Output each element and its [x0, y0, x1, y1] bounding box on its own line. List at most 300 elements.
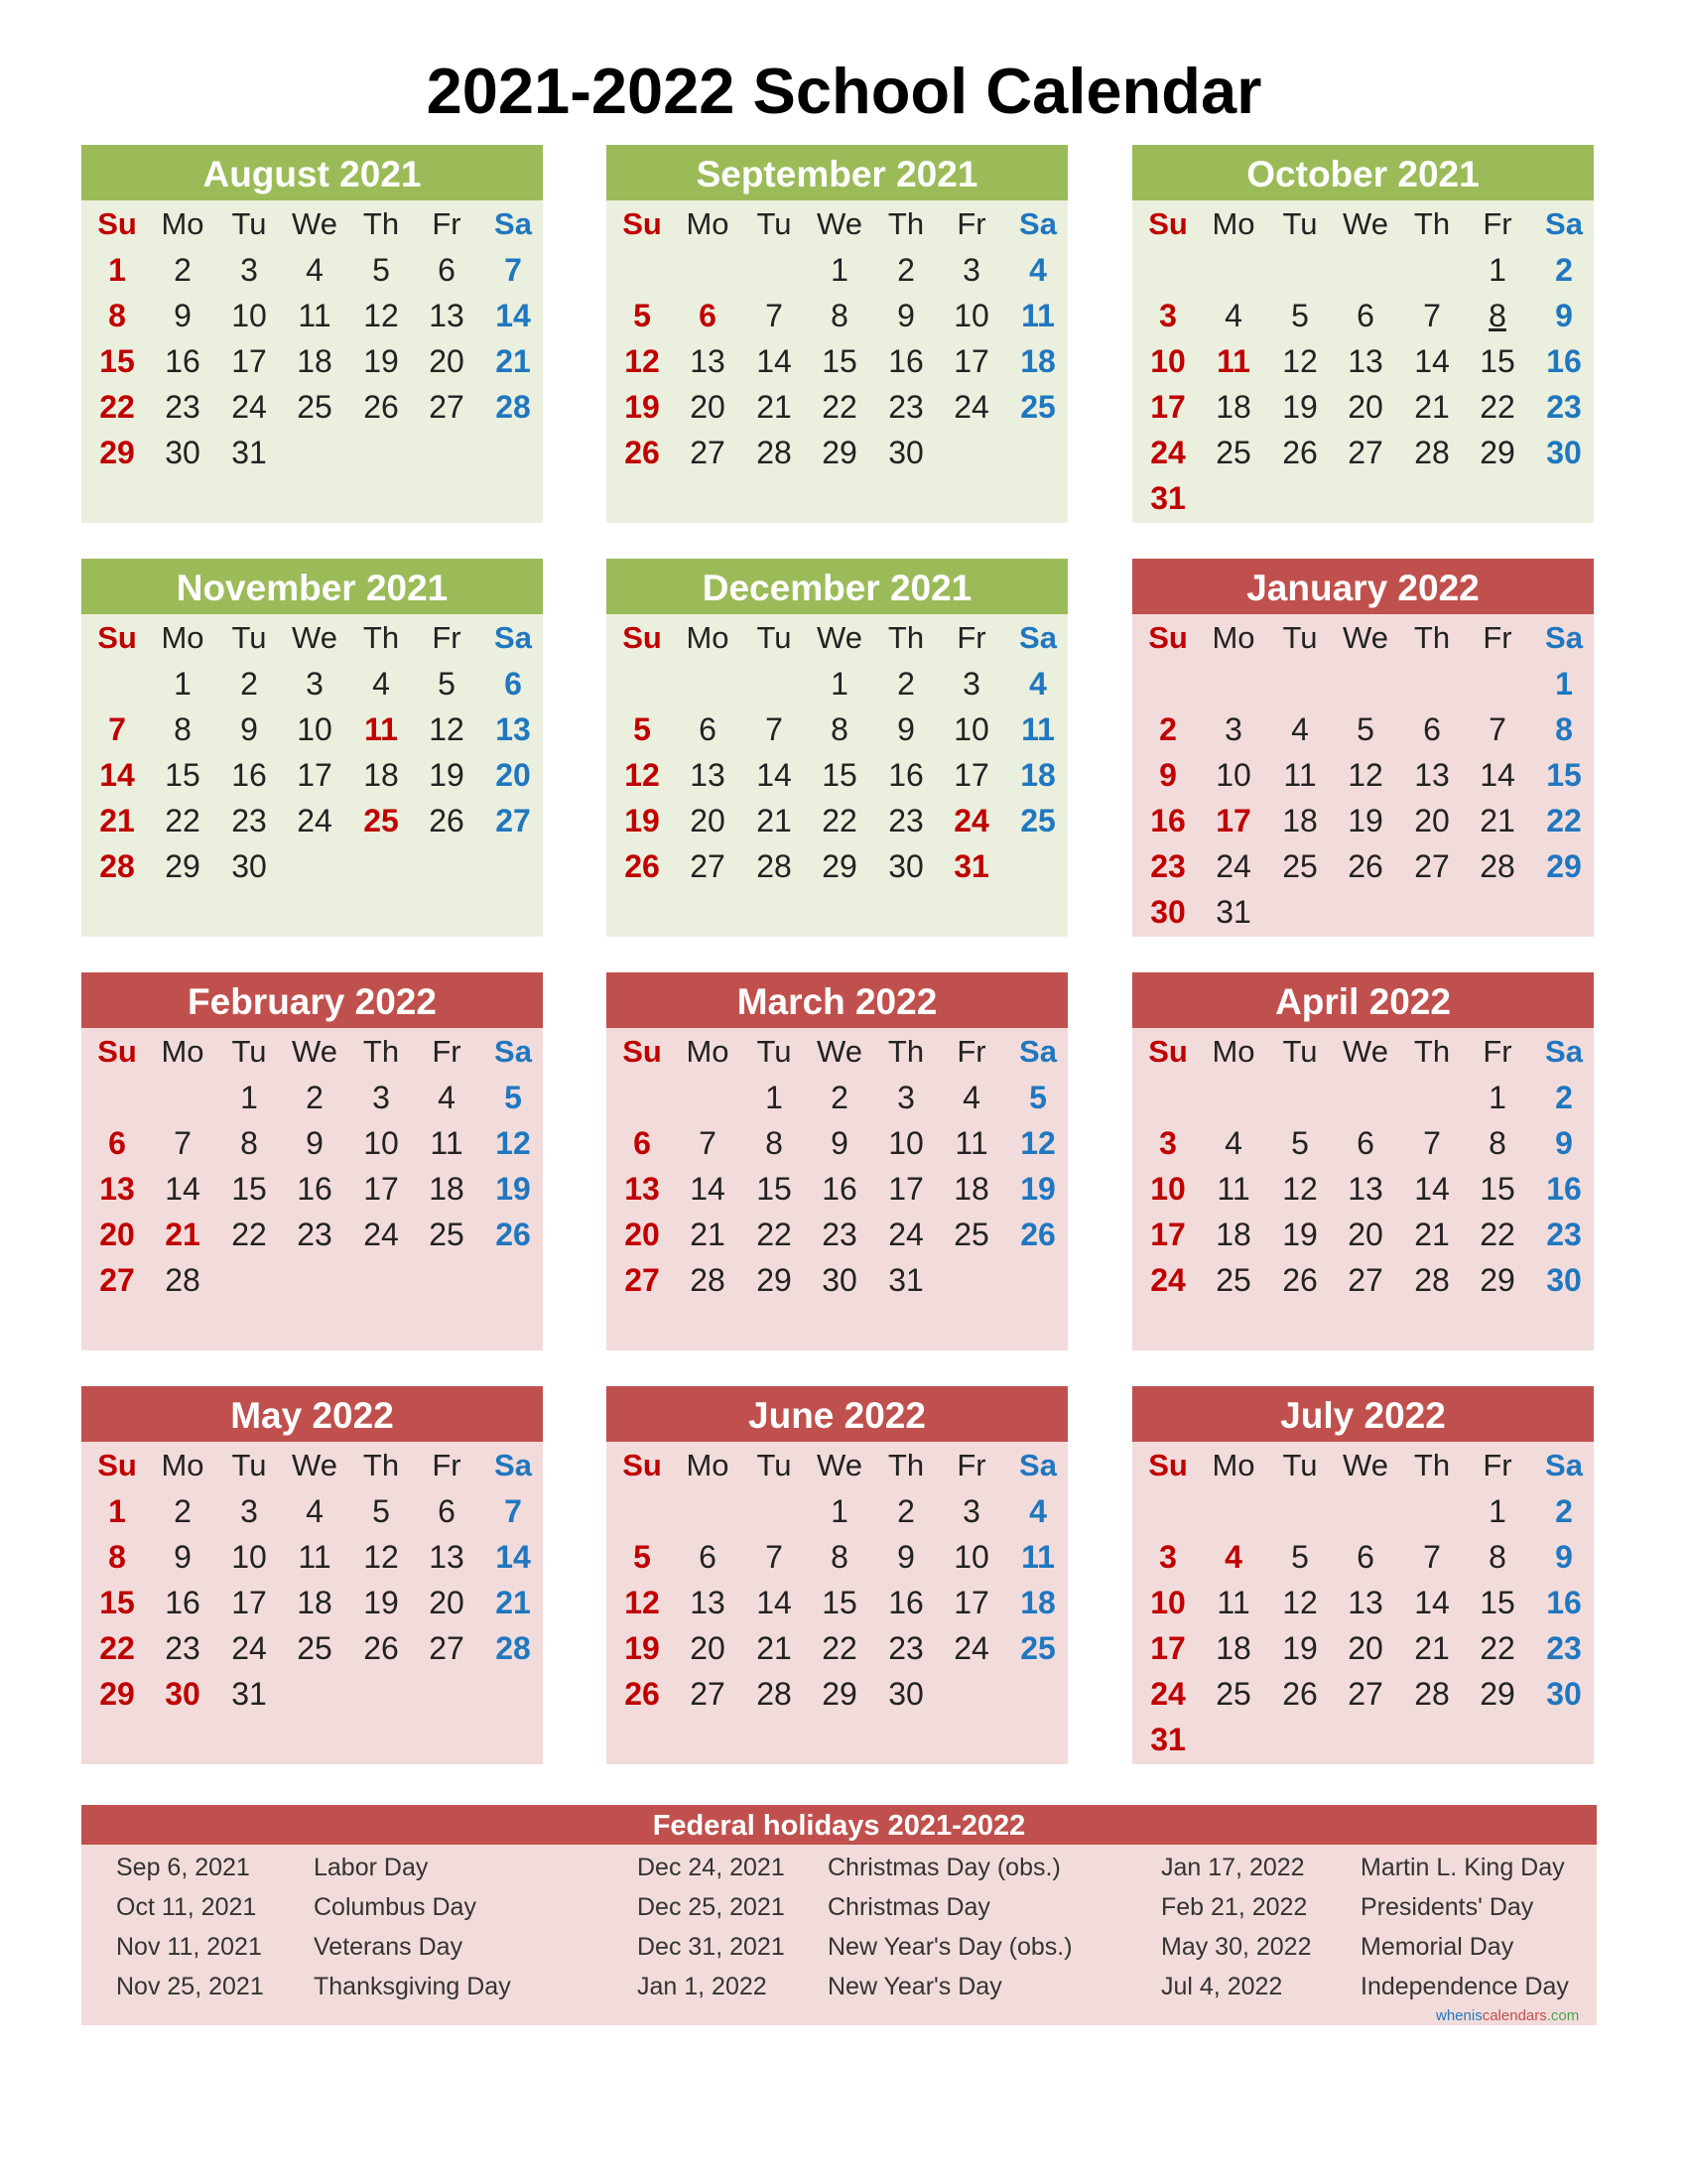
weekday-header: Sa	[1019, 1034, 1057, 1069]
day-cell: 28	[756, 1676, 792, 1712]
day-cell: 3	[1159, 298, 1177, 333]
day-cell: 16	[1546, 1585, 1582, 1620]
day-cell: 22	[756, 1217, 792, 1252]
day-cell: 17	[231, 343, 267, 379]
day-cell: 26	[1282, 1676, 1318, 1712]
day-cell: 21	[1414, 1217, 1450, 1252]
day-cell: 13	[1348, 343, 1383, 379]
day-cell: 29	[1546, 848, 1582, 884]
month-title: February 2022	[81, 972, 543, 1028]
day-cell: 11	[955, 1125, 988, 1161]
day-cell: 14	[756, 343, 792, 379]
day-cell: 9	[1159, 757, 1177, 793]
month-grid	[606, 614, 1068, 937]
day-cell: 23	[888, 803, 924, 838]
day-cell: 10	[1150, 1171, 1186, 1207]
day-cell: 8	[831, 1539, 848, 1575]
day-cell: 15	[756, 1171, 792, 1207]
day-cell: 9	[174, 298, 192, 333]
day-cell: 21	[1414, 389, 1450, 425]
weekday-header: We	[1343, 1034, 1388, 1069]
weekday-header: Th	[887, 620, 925, 655]
day-cell: 4	[1029, 666, 1047, 702]
holiday-date: Nov 25, 2021	[116, 1973, 264, 2000]
day-cell: 3	[372, 1080, 390, 1115]
day-cell: 10	[954, 298, 989, 333]
day-cell: 19	[1282, 1630, 1318, 1666]
day-cell: 7	[765, 298, 783, 333]
day-cell: 10	[888, 1125, 924, 1161]
day-cell: 23	[165, 389, 200, 425]
weekday-header: Fr	[432, 1448, 461, 1482]
weekday-header: We	[292, 620, 337, 655]
month-calendar	[1132, 972, 1594, 1350]
day-cell: 18	[1216, 1630, 1251, 1666]
holiday-name: Christmas Day (obs.)	[828, 1854, 1061, 1881]
day-cell: 13	[495, 711, 531, 747]
day-cell: 18	[297, 343, 332, 379]
weekday-header: Fr	[432, 206, 461, 241]
month-grid	[606, 200, 1068, 523]
day-cell: 27	[495, 803, 531, 838]
holiday-name: Independence Day	[1361, 1973, 1569, 2000]
day-cell: 8	[1555, 711, 1573, 747]
month-calendar	[81, 972, 543, 1350]
weekday-header: Mo	[161, 1448, 204, 1482]
holiday-date: Oct 11, 2021	[116, 1893, 257, 1921]
day-cell: 1	[108, 1493, 126, 1529]
weekday-header: Th	[362, 206, 400, 241]
month-calendar	[81, 1386, 543, 1764]
day-cell: 20	[429, 1585, 464, 1620]
day-cell: 10	[363, 1125, 399, 1161]
day-cell: 12	[1020, 1125, 1056, 1161]
weekday-header: Th	[887, 1034, 925, 1069]
month-grid	[81, 1028, 543, 1350]
day-cell: 28	[99, 848, 135, 884]
day-cell: 29	[1480, 435, 1515, 470]
weekday-header: Fr	[1483, 1448, 1512, 1482]
day-cell: 14	[1414, 1585, 1450, 1620]
day-cell: 9	[174, 1539, 192, 1575]
day-cell: 21	[165, 1217, 200, 1252]
weekday-header: Su	[97, 206, 137, 241]
day-cell: 5	[504, 1080, 522, 1115]
month-title: May 2022	[81, 1386, 543, 1442]
day-cell: 26	[624, 848, 660, 884]
weekday-header: Su	[622, 206, 662, 241]
day-cell: 30	[1546, 1676, 1582, 1712]
day-cell: 23	[888, 389, 924, 425]
day-cell: 17	[954, 343, 989, 379]
day-cell: 22	[822, 803, 857, 838]
day-cell: 13	[624, 1171, 660, 1207]
day-cell: 2	[1159, 711, 1177, 747]
day-cell: 13	[1414, 757, 1450, 793]
day-cell: 5	[633, 711, 651, 747]
day-cell: 23	[1150, 848, 1186, 884]
day-cell: 3	[963, 1493, 980, 1529]
weekday-header: Th	[362, 1448, 400, 1482]
day-cell: 31	[954, 848, 989, 884]
day-cell: 7	[1423, 1125, 1441, 1161]
weekday-header: Su	[1148, 206, 1188, 241]
day-cell: 25	[1216, 1676, 1251, 1712]
day-cell: 31	[1150, 480, 1186, 516]
day-cell: 17	[1150, 1630, 1186, 1666]
weekday-header: Mo	[1212, 1034, 1255, 1069]
holiday-name: Columbus Day	[314, 1893, 476, 1921]
day-cell: 8	[765, 1125, 783, 1161]
day-cell: 15	[822, 1585, 857, 1620]
weekday-header: Su	[622, 620, 662, 655]
day-cell: 15	[1546, 757, 1582, 793]
weekday-header: Su	[1148, 1448, 1188, 1482]
holiday-date: Jul 4, 2022	[1161, 1973, 1283, 2000]
month-grid	[81, 200, 543, 523]
day-cell: 15	[165, 757, 200, 793]
day-cell: 25	[1020, 1630, 1056, 1666]
day-cell: 3	[963, 666, 980, 702]
day-cell: 24	[954, 1630, 989, 1666]
day-cell: 11	[298, 1539, 331, 1575]
day-cell: 2	[897, 252, 915, 288]
weekday-header: Su	[97, 1034, 137, 1069]
day-cell: 20	[690, 803, 725, 838]
day-cell: 26	[1282, 1262, 1318, 1298]
day-cell: 16	[888, 757, 924, 793]
day-cell: 5	[372, 252, 390, 288]
month-title: September 2021	[606, 145, 1068, 200]
month-calendar	[1132, 559, 1594, 937]
day-cell: 6	[1357, 1539, 1374, 1575]
weekday-header: Sa	[1545, 1448, 1583, 1482]
day-cell: 16	[297, 1171, 332, 1207]
day-cell: 12	[1282, 1171, 1318, 1207]
day-cell: 24	[297, 803, 332, 838]
day-cell: 27	[1414, 848, 1450, 884]
holiday-name: Memorial Day	[1361, 1933, 1514, 1961]
weekday-header: Fr	[957, 1034, 986, 1069]
weekday-header: Sa	[1019, 206, 1057, 241]
day-cell: 24	[954, 803, 989, 838]
day-cell: 6	[1423, 711, 1441, 747]
day-cell: 29	[822, 435, 857, 470]
weekday-header: Tu	[231, 620, 267, 655]
day-cell: 27	[690, 435, 725, 470]
day-cell: 26	[1282, 435, 1318, 470]
day-cell: 28	[756, 848, 792, 884]
day-cell: 28	[1480, 848, 1515, 884]
holiday-date: May 30, 2022	[1161, 1933, 1312, 1961]
day-cell: 3	[1159, 1125, 1177, 1161]
day-cell: 23	[822, 1217, 857, 1252]
day-cell: 18	[363, 757, 399, 793]
day-cell: 21	[495, 1585, 531, 1620]
federal-holidays-panel	[81, 1805, 1597, 2025]
day-cell: 13	[690, 757, 725, 793]
day-cell: 9	[897, 1539, 915, 1575]
day-cell: 20	[690, 389, 725, 425]
day-cell: 31	[1216, 894, 1251, 930]
day-cell: 16	[888, 343, 924, 379]
day-cell: 25	[1282, 848, 1318, 884]
day-cell: 7	[699, 1125, 716, 1161]
day-cell: 28	[1414, 1262, 1450, 1298]
day-cell: 29	[1480, 1262, 1515, 1298]
day-cell: 21	[690, 1217, 725, 1252]
federal-holidays-title: Federal holidays 2021-2022	[81, 1805, 1597, 1845]
day-cell: 12	[429, 711, 464, 747]
day-cell: 15	[1480, 1171, 1515, 1207]
day-cell: 9	[1555, 1539, 1573, 1575]
weekday-header: Mo	[161, 620, 204, 655]
day-cell: 4	[963, 1080, 980, 1115]
weekday-header: Su	[97, 1448, 137, 1482]
day-cell: 13	[429, 1539, 464, 1575]
day-cell: 24	[1150, 1262, 1186, 1298]
day-cell: 13	[690, 1585, 725, 1620]
day-cell: 23	[1546, 1217, 1582, 1252]
month-calendar	[606, 145, 1068, 523]
day-cell: 21	[756, 1630, 792, 1666]
day-cell: 7	[504, 252, 522, 288]
day-cell: 25	[1020, 803, 1056, 838]
weekday-header: Th	[362, 620, 400, 655]
holiday-name: Christmas Day	[828, 1893, 990, 1921]
day-cell: 27	[1348, 435, 1383, 470]
day-cell: 2	[831, 1080, 848, 1115]
day-cell: 26	[624, 1676, 660, 1712]
day-cell: 20	[1348, 389, 1383, 425]
month-title: March 2022	[606, 972, 1068, 1028]
day-cell: 1	[1489, 1080, 1506, 1115]
day-cell: 11	[1283, 757, 1317, 793]
weekday-header: Tu	[231, 1448, 267, 1482]
day-cell: 16	[165, 343, 200, 379]
day-cell: 2	[1555, 1080, 1573, 1115]
day-cell: 1	[1489, 1493, 1506, 1529]
day-cell: 5	[1291, 298, 1309, 333]
day-cell: 27	[624, 1262, 660, 1298]
day-cell: 13	[690, 343, 725, 379]
day-cell: 31	[888, 1262, 924, 1298]
day-cell: 14	[1414, 343, 1450, 379]
day-cell: 18	[1216, 1217, 1251, 1252]
weekday-header: Th	[1413, 206, 1451, 241]
day-cell: 8	[240, 1125, 258, 1161]
weekday-header: Mo	[686, 1034, 729, 1069]
weekday-header: Su	[1148, 1034, 1188, 1069]
month-grid	[1132, 1028, 1594, 1350]
weekday-header: Fr	[432, 620, 461, 655]
weekday-header: Su	[1148, 620, 1188, 655]
day-cell: 19	[363, 343, 399, 379]
weekday-header: Sa	[494, 206, 532, 241]
holiday-name: Presidents' Day	[1361, 1893, 1534, 1921]
day-cell: 20	[624, 1217, 660, 1252]
day-cell: 25	[1216, 1262, 1251, 1298]
day-cell: 15	[1480, 343, 1515, 379]
day-cell: 1	[831, 1493, 848, 1529]
day-cell: 13	[1348, 1171, 1383, 1207]
weekday-header: Mo	[1212, 206, 1255, 241]
day-cell: 26	[363, 1630, 399, 1666]
day-cell: 29	[99, 435, 135, 470]
holiday-date: Dec 31, 2021	[637, 1933, 785, 1961]
day-cell: 2	[174, 252, 192, 288]
weekday-header: We	[817, 620, 862, 655]
day-cell: 28	[1414, 435, 1450, 470]
day-cell: 8	[831, 298, 848, 333]
weekday-header: Mo	[686, 620, 729, 655]
day-cell: 22	[99, 1630, 135, 1666]
day-cell: 16	[822, 1171, 857, 1207]
day-cell: 12	[624, 757, 660, 793]
day-cell: 2	[240, 666, 258, 702]
weekday-header: Th	[887, 206, 925, 241]
day-cell: 5	[633, 1539, 651, 1575]
day-cell: 7	[1489, 711, 1506, 747]
day-cell: 21	[756, 389, 792, 425]
day-cell: 5	[1029, 1080, 1047, 1115]
month-title: April 2022	[1132, 972, 1594, 1028]
day-cell: 1	[1489, 252, 1506, 288]
day-cell: 12	[624, 343, 660, 379]
day-cell: 1	[831, 666, 848, 702]
month-calendar	[81, 145, 543, 523]
holiday-date: Sep 6, 2021	[116, 1854, 250, 1881]
holiday-date: Dec 25, 2021	[637, 1893, 785, 1921]
day-cell: 22	[99, 389, 135, 425]
weekday-header: We	[292, 206, 337, 241]
day-cell: 25	[297, 389, 332, 425]
day-cell: 14	[690, 1171, 725, 1207]
day-cell: 9	[1555, 1125, 1573, 1161]
holiday-name: New Year's Day	[828, 1973, 1002, 2000]
day-cell: 30	[888, 848, 924, 884]
day-cell: 27	[690, 1676, 725, 1712]
day-cell: 16	[1546, 1171, 1582, 1207]
day-cell: 24	[1150, 1676, 1186, 1712]
day-cell: 19	[1282, 1217, 1318, 1252]
weekday-header: Fr	[432, 1034, 461, 1069]
day-cell: 19	[624, 1630, 660, 1666]
day-cell: 1	[108, 252, 126, 288]
day-cell: 3	[897, 1080, 915, 1115]
month-calendar	[606, 1386, 1068, 1764]
day-cell: 3	[1159, 1539, 1177, 1575]
day-cell: 1	[240, 1080, 258, 1115]
day-cell: 7	[1423, 298, 1441, 333]
day-cell: 17	[297, 757, 332, 793]
day-cell: 12	[1282, 343, 1318, 379]
month-calendar	[606, 972, 1068, 1350]
day-cell: 19	[363, 1585, 399, 1620]
day-cell: 11	[1217, 1171, 1250, 1207]
day-cell: 28	[1414, 1676, 1450, 1712]
day-cell: 29	[822, 848, 857, 884]
day-cell: 23	[1546, 1630, 1582, 1666]
day-cell: 8	[174, 711, 192, 747]
holiday-date: Feb 21, 2022	[1161, 1893, 1308, 1921]
day-cell: 6	[699, 1539, 716, 1575]
day-cell: 26	[624, 435, 660, 470]
day-cell: 18	[297, 1585, 332, 1620]
footer-credit-part: .com	[1546, 2007, 1580, 2024]
weekday-header: Sa	[1545, 1034, 1583, 1069]
holiday-name: Veterans Day	[314, 1933, 463, 1961]
day-cell: 20	[690, 1630, 725, 1666]
weekday-header: Th	[362, 1034, 400, 1069]
day-cell: 24	[231, 1630, 267, 1666]
weekday-header: Tu	[231, 1034, 267, 1069]
day-cell: 8	[1489, 1125, 1506, 1161]
day-cell: 19	[495, 1171, 531, 1207]
day-cell: 29	[99, 1676, 135, 1712]
weekday-header: We	[292, 1034, 337, 1069]
day-cell: 21	[756, 803, 792, 838]
day-cell: 24	[231, 389, 267, 425]
day-cell: 4	[306, 252, 324, 288]
holiday-date: Jan 1, 2022	[637, 1973, 767, 2000]
weekday-header: Fr	[1483, 206, 1512, 241]
day-cell: 15	[231, 1171, 267, 1207]
day-cell: 22	[165, 803, 200, 838]
day-cell: 31	[1150, 1722, 1186, 1757]
day-cell: 5	[633, 298, 651, 333]
weekday-header: Fr	[957, 620, 986, 655]
day-cell: 10	[1150, 1585, 1186, 1620]
day-cell: 6	[1357, 298, 1374, 333]
month-grid	[1132, 200, 1594, 523]
footer-credit[interactable]	[1436, 2007, 1579, 2025]
day-cell: 20	[99, 1217, 135, 1252]
weekday-header: We	[817, 1448, 862, 1482]
day-cell: 15	[99, 343, 135, 379]
weekday-header: Sa	[494, 1448, 532, 1482]
footer-credit-part: whenis	[1436, 2007, 1483, 2024]
day-cell: 3	[963, 252, 980, 288]
day-cell: 1	[765, 1080, 783, 1115]
day-cell: 2	[897, 666, 915, 702]
day-cell: 5	[1291, 1539, 1309, 1575]
day-cell: 10	[231, 1539, 267, 1575]
day-cell: 16	[1150, 803, 1186, 838]
day-cell: 22	[1480, 389, 1515, 425]
holiday-name: Thanksgiving Day	[314, 1973, 511, 2000]
day-cell: 14	[495, 298, 531, 333]
holiday-date: Jan 17, 2022	[1161, 1854, 1305, 1881]
day-cell: 12	[363, 1539, 399, 1575]
month-calendar	[81, 559, 543, 937]
day-cell: 8	[831, 711, 848, 747]
day-cell: 10	[231, 298, 267, 333]
day-cell: 5	[1357, 711, 1374, 747]
day-cell: 30	[231, 848, 267, 884]
day-cell: 7	[765, 1539, 783, 1575]
day-cell: 6	[108, 1125, 126, 1161]
day-cell: 20	[1348, 1630, 1383, 1666]
day-cell: 14	[99, 757, 135, 793]
day-cell: 4	[1225, 1539, 1242, 1575]
weekday-header: Tu	[1282, 620, 1318, 655]
month-grid	[81, 614, 543, 937]
day-cell: 21	[99, 803, 135, 838]
day-cell: 10	[297, 711, 332, 747]
day-cell: 21	[495, 343, 531, 379]
day-cell: 21	[1480, 803, 1515, 838]
